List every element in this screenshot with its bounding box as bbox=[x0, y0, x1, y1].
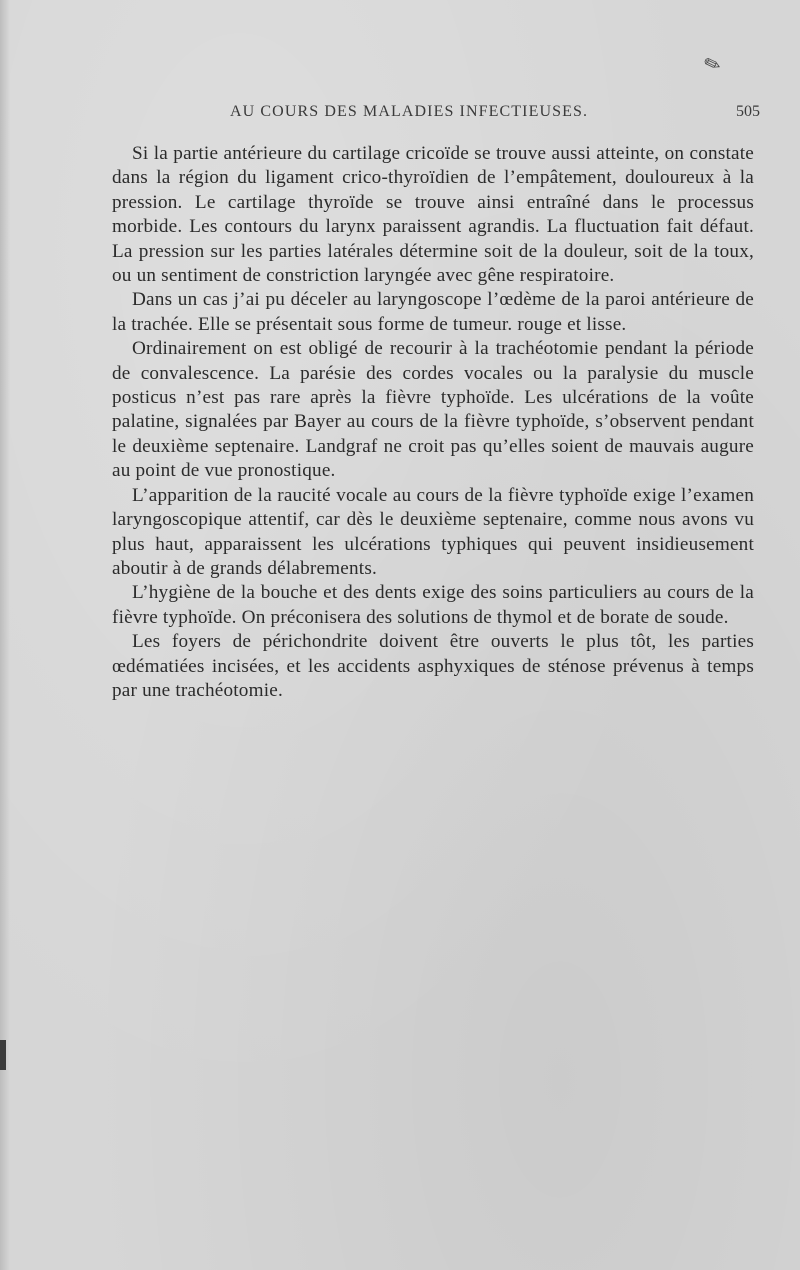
page-header bbox=[230, 103, 760, 127]
running-head: AU COURS DES MALADIES INFECTIEUSES. bbox=[230, 103, 589, 120]
binding-mark bbox=[0, 1040, 6, 1070]
page-left-edge bbox=[0, 0, 10, 1270]
paragraph: L’hygiène de la bouche et des dents exige des soins particuliers au cours de la fièvre typhoïde. On préconisera des solutions de thymol et de borate de soude. bbox=[112, 582, 754, 628]
paragraph: Les foyers de périchondrite doivent être ouverts le plus tôt, les parties œdématiées incisées, et les accidents asphyxiques de sténose prévenus à temps par une trachéotomie. bbox=[112, 631, 754, 701]
ink-smudge-mark: ✎ bbox=[700, 49, 725, 79]
paragraph: Ordinairement on est obligé de recourir à la trachéotomie pendant la période de convalescence. La parésie des cordes vocales ou la paralysie du muscle posticus n’est pas rare après la fièvre typhoïde. Les ulcérations de la voûte palatine, signalées par Bayer au cours de la fièvre typhoïde, s’observent pendant le deuxième septenaire. Landgraf ne croit pas qu’elles soient de mauvais augure au point de vue pronostique. bbox=[112, 338, 754, 482]
page-number: 505 bbox=[736, 103, 760, 120]
paragraph: L’apparition de la raucité vocale au cours de la fièvre typhoïde exige l’examen laryngoscopique attentif, car dès le deuxième septenaire, comme nous avons vu plus haut, apparaissent les ulcérations typhiques qui peuvent insidieusement aboutir à de grands délabrements. bbox=[112, 484, 754, 579]
paragraph: Dans un cas j’ai pu déceler au laryngoscope l’œdème de la paroi antérieure de la trachée. Elle se présentait sous forme de tumeur. rouge et lisse. bbox=[112, 289, 754, 335]
body-text bbox=[112, 142, 754, 703]
paragraph: Si la partie antérieure du cartilage cricoïde se trouve aussi atteinte, on constate dans la région du ligament crico-thyroïdien de l’empâtement, douloureux à la pression. Le cartilage thyroïde se trouve ainsi entraîné dans le processus morbide. Les contours du larynx paraissent agrandis. La fluctuation fait défaut. La pression sur les parties latérales détermine soit de la douleur, soit de la toux, ou un sentiment de constriction laryngée avec gêne respiratoire. bbox=[112, 143, 754, 287]
